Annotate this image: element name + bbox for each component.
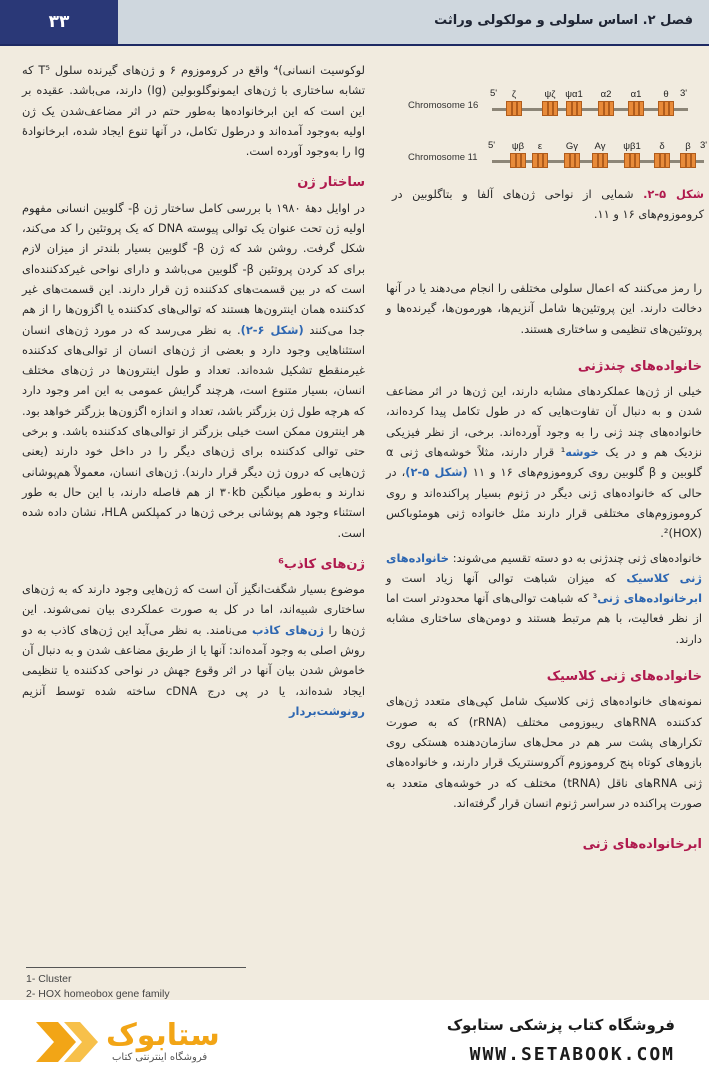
chr11-5prime: 5' (488, 140, 496, 151)
term-superfamilies: ابرخانواده‌های ژنی (597, 591, 702, 606)
figure-reference[interactable]: (شکل ۶-۲) (240, 322, 304, 337)
gene-g-gamma: Gγ (560, 140, 584, 168)
chr11-genes (398, 140, 709, 170)
logo-wordmark: ستابوک (106, 1018, 220, 1053)
gene-epsilon: ε (528, 140, 552, 168)
gene-cluster-figure (398, 86, 709, 188)
right-paragraph-4: نمونه‌های خانواده‌های ژنی کلاسیک شامل کپی‌های متعدد ژن‌های کدکننده RNAهای ریبوزومی مختلف (rRNA) که به صورت تکرارهای پشت سر هم در محل‌های سازمان‌دهنده هستکی روی بازوهای کوتاه پنج کروموزوم آکروسنتریک قرار دارند، و خانواده‌های ژنی RNAهای ناقل (tRNA) مختلف که در خوشه‌های متعدد به صورت پراکنده در سراسر ژنوم انسان قرار گرفته‌اند. (386, 694, 702, 810)
term-cluster: خوشه (565, 445, 599, 460)
left-paragraph-3: موضوع بسیار شگفت‌انگیز آن است که ژن‌هایی وجود دارند که به ژن‌های ساختاری شبیه‌اند، اما در کل به صورت عملکردی بیان نمی‌شوند. این ژن‌ها را ژن‌های کاذب می‌نامند. به نظر می‌آید این ژن‌های کاذب به دو روش اصلی به وجود آمده‌اند: آنها یا از طریق مضاعف شدن و به دنبال آن خاموش شدن بیان آنها در اثر وقوع جهش در نواحی کدکننده یا تنظیمی ایجاد شده‌اند، یا در پی درج cDNA ساخته شده توسط آنزیم رونوشت‌بردار (22, 582, 365, 718)
chr16-genes (398, 88, 709, 118)
gene-delta: δ (650, 140, 674, 168)
heading-gene-structure: ساختار ژن (297, 175, 365, 191)
right-paragraph-1: را رمز می‌کنند که اعمال سلولی مختلفی را انجام می‌دهند یا در آنها دخالت دارند. این پروتئین‌ها شامل آنزیم‌ها، هورمون‌ها، گیرنده‌ها و پروتئین‌های تنظیمی و ساختاری هستند. (386, 281, 702, 336)
chr16-3prime: 3' (680, 88, 688, 99)
chr16-5prime: 5' (490, 88, 498, 99)
term-transcriptase: رونوشت‌بردار (289, 703, 365, 718)
footnotes (26, 972, 170, 1000)
figure-caption (392, 184, 704, 224)
heading-classic-families: خانواده‌های ژنی کلاسیک (546, 669, 702, 685)
footnote-divider (26, 967, 246, 968)
book-chevron-icon (36, 1022, 104, 1062)
store-banner (0, 1000, 709, 1080)
figure-reference-2[interactable]: (شکل ۵-۲) (405, 465, 468, 480)
footnote-2: 2- HOX homeobox gene family (26, 988, 170, 1000)
gene-theta: θ (654, 88, 678, 116)
heading-multigene-families: خانواده‌های چندژنی (577, 358, 702, 374)
gene-alpha2: α2 (594, 88, 618, 116)
caption-text: شمایی از نواحی ژن‌های آلفا و بتاگلوبین در کروموزوم‌های ۱۶ و ۱۱. (392, 187, 704, 221)
chr11-label: Chromosome 11 (408, 152, 478, 163)
gene-psi-beta1: ψβ1 (620, 140, 644, 168)
gene-a-gamma: Aγ (588, 140, 612, 168)
term-classic-families: خانواده‌های ژنی کلاسیک (386, 550, 702, 585)
store-logo[interactable] (36, 1012, 276, 1068)
gene-zeta: ζ (502, 88, 526, 116)
left-paragraph-2: در اوایل دههٔ ۱۹۸۰ با بررسی کامل ساختار ژن β- گلوبین انسانی مفهوم اولیه ژن تحت عنوان یک توالی پیوسته DNA که یک پروتئین را کد می‌کند، شکل گرفت. روشن شد که ژن β- گلوبین بسیار بلندتر از میزان لازم برای کد کردن پروتئین β- گلوبین می‌باشد و دارای نواحی غیرکدکننده‌ای است که در بین قسمت‌های کدکننده ژن قرار دارند. این قسمت‌های غیر کدکننده همان اینترون‌ها هستند که توالی‌های کدکننده یا اگزون‌ها را از هم جدا می‌کنند (شکل ۶-۲). به نظر می‌رسد که در مورد ژن‌های انسان استثناهایی وجود دارد و بعضی از ژن‌های انسان از توالی‌های کدکننده غیرمنقطع تشکیل شده‌اند. تعداد و طول اینترون‌ها در ژن‌های مختلف انسان، بسیار متنوع است، هرچند گرایش عمومی به این امر وجود دارد که هرچه طول ژن بزرگتر باشد، تعداد و اندازه اگزون‌ها بزرگتر خواهد بود. هر اینترون ممکن است خیلی بزرگتر از توالی‌های کدکننده باشد. و برخی حتی توالی کدکننده برای ژن‌های دیگر را در داخل خود دارند (یعنی ژن‌هایی که درون ژن دیگر قرار دارند). ژن‌های انسان، معمولاً هم‌پوشانی ندارند و به‌طور میانگین ۳۰kb از هم فاصله دارند، با این حال به طور استثناء وجود هم پوشانی برخی ژن‌ها در کمپلکس HLA، نشان داده شده است. (22, 200, 366, 540)
heading-pseudogenes: ژن‌های کاذب⁶ (278, 556, 365, 572)
page-number: ۳۳ (0, 0, 118, 44)
page-header (0, 0, 709, 46)
gene-psi-alpha1: ψα1 (562, 88, 586, 116)
right-paragraph-2: خیلی از ژن‌ها عملکردهای مشابه دارند، این ژن‌ها در اثر مضاعف شدن و به دنبال آن تفاوت‌هایی که در طول تکامل پیدا کرده‌اند، خانواده‌های چند ژنی را به وجود آورده‌اند. برخی، از نظر فیزیکی نزدیک هم و در یک خوشه¹ قرار دارند، مثلاً خوشه‌های ژنی α گلوبین و β گلوبین روی کروموزوم‌های ۱۶ و ۱۱ (شکل ۵-۲)، در حالی که خانواده‌های ژنی دیگر در ژنوم بسیار پراکنده‌اند و روی کروموزوم‌های مختلفی قرار دارند مثل خانواده ژنی هومئوباکس (HOX)². (386, 384, 702, 541)
logo-subtitle: فروشگاه اینترنتی کتاب (112, 1052, 208, 1063)
gene-beta: β (676, 140, 700, 168)
chr11-3prime: 3' (700, 140, 708, 151)
footnote-1: 1- Cluster (26, 973, 72, 985)
right-column (386, 278, 702, 859)
caption-label: شکل ۵-۲. (643, 187, 704, 201)
store-url[interactable]: WWW.SETABOOK.COM (469, 1044, 675, 1065)
store-name: فروشگاه کتاب پزشکی ستابوک (446, 1016, 675, 1034)
right-paragraph-3: خانواده‌های ژنی چندژنی به دو دسته تقسیم می‌شوند: خانواده‌های ژنی کلاسیک که میزان شباهت توالی آنها زیاد است و ابرخانواده‌های ژنی³ که شباهت توالی‌های آنها محدودتر است اما از نظر فعالیت، با هم مرتبط هستند و دومن‌های ساختاری مشابه دارند. (386, 550, 703, 646)
heading-superfamilies: ابرخانواده‌های ژنی (582, 837, 702, 853)
gene-psi-beta: ψβ (506, 140, 530, 168)
term-pseudogenes: ژن‌های کاذب (251, 622, 324, 637)
gene-alpha1: α1 (624, 88, 648, 116)
left-paragraph-1: لوکوسیت انسانی)⁴ واقع در کروموزوم ۶ و ژن‌های گیرنده سلول T⁵ که تشابه ساختاری با ژن‌های ایمونوگلوبولین (Ig) دارند، می‌باشد. عقیده بر این است که این ابرخانواده‌ها به‌طور حتم در اثر مضاعف‌شدن یک ژن اولیه به‌وجود آمده‌اند و درطول تکامل، در آنها تنوع ایجاد شده، ابرخانوادهٔ Ig را به‌وجود آورده است. (22, 63, 365, 159)
gene-psi-zeta: ψζ (538, 88, 562, 116)
chr16-label: Chromosome 16 (408, 100, 479, 111)
left-column (22, 60, 365, 721)
chapter-title: فصل ۲. اساس سلولی و مولکولی وراثت (434, 13, 693, 28)
